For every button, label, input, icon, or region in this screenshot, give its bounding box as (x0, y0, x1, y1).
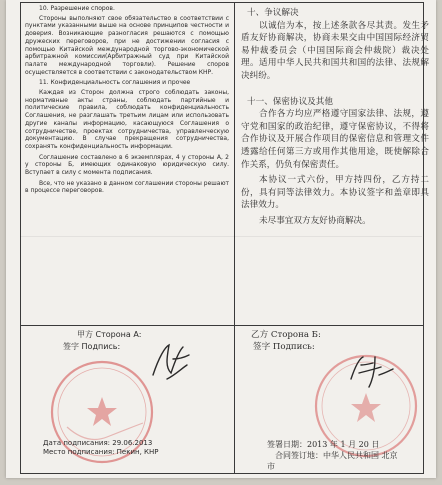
party-b-signing-date: 签署日期：2013 年 1 月 20 日 (267, 440, 380, 449)
chinese-text-column (241, 7, 429, 231)
cn-paragraph: 以诚信为本，按上述条款各尽其责。发生矛盾友好协商解决，协商未果交由中国国际经济贸易仲裁委员会（中国国际商会仲裁院）裁决处理。适用中华人民共和国共和国的法律、法规解决纠纷。 (241, 20, 429, 81)
cn-paragraph: 合作各方均应严格遵守国家法律、法规，遵守党和国家的政治纪律，遵守保密协议，不得将合作协议及开展合作项目的保密信息和管理文件透露给任何第三方或用作其他用途，既使解除合作关系，仍负有保密责任。 (241, 109, 429, 170)
party-b-signature-block (241, 329, 431, 469)
party-b-signing-place: 合同签订地：中华人民共和国 北京 (275, 451, 398, 460)
party-a-signature-label: 签字 Подпись: (63, 342, 121, 351)
ru-paragraph: Соглашение составлено в 6 экземплярах, 4 у стороны А, 2 у стороны Б, имеющих одинаковую юридическую силу. Вступает в силу с момента подписания. (25, 153, 229, 177)
party-a-signing-place: Место подписания: Пекин, КНР (43, 448, 159, 456)
russian-text-column (25, 5, 229, 198)
party-b-date-block (267, 439, 398, 472)
column-divider (234, 3, 235, 473)
ru-paragraph: Каждая из Сторон должна строго соблюдать законы, нормативные акты страны, соблюдать партийные и политические правила, соблюдать конфиденциальность Соглашения, не разглашать третьим лицам или использовать другие каналы информацию, касающуюся Соглашения о сотрудничестве, проектах сотрудничества, управленческую документацию. В случае прекращения сотрудничества, сохранять конфиденциальность информации. (25, 89, 229, 150)
cn-section-heading: 十、争议解决 (247, 8, 299, 18)
party-b-signing-place-cont: 市 (267, 462, 275, 471)
cn-section-heading: 十一、保密协议及其他 (247, 96, 333, 107)
party-a-signing-date: Дата подписания: 29.06.2013 (43, 439, 153, 447)
party-a-date-block (43, 439, 159, 457)
ru-section-heading: 10. Разрешение споров. (39, 5, 115, 12)
party-b-label: 乙方 Сторона Б: (251, 330, 321, 340)
signature-divider (21, 325, 423, 326)
party-b-signature-label: 签字 Подпись: (253, 342, 315, 352)
party-a-signature-block (25, 329, 229, 469)
party-a-label: 甲方 Сторона А: (77, 330, 142, 339)
ru-paragraph: Все, что не указано в данном соглашении стороны решают в процессе переговоров. (25, 179, 229, 195)
spacer (241, 86, 429, 96)
paper-fold-shadow (20, 236, 422, 237)
cn-paragraph: 未尽事宜双方友好协商解决。 (259, 215, 371, 226)
ru-section-heading: 11. Конфиденциальность соглашения и прочее (39, 79, 191, 87)
agreement-table (20, 2, 429, 474)
party-b-handwritten-signature (345, 349, 397, 393)
cn-paragraph: 本协议一式六份，甲方持四份，乙方持二份，具有同等法律效力。本协议签字和盖章即具法律效力。 (241, 175, 429, 211)
document-sheet (6, 0, 436, 478)
ru-paragraph: Стороны выполняют свое обязательство в соответствии с пунктами указанными выше на основе принципов честности и доверия. Возникающие разногласия решаются с помощью дружеских переговоров, при не достижении согласия с помощью Китайской международной торгово-экономической арбитражной комиссии(Арбитражный суд при Китайской палате международной торговли). Решение споров осуществляется в соответствии с законодательством КНР. (25, 14, 229, 76)
